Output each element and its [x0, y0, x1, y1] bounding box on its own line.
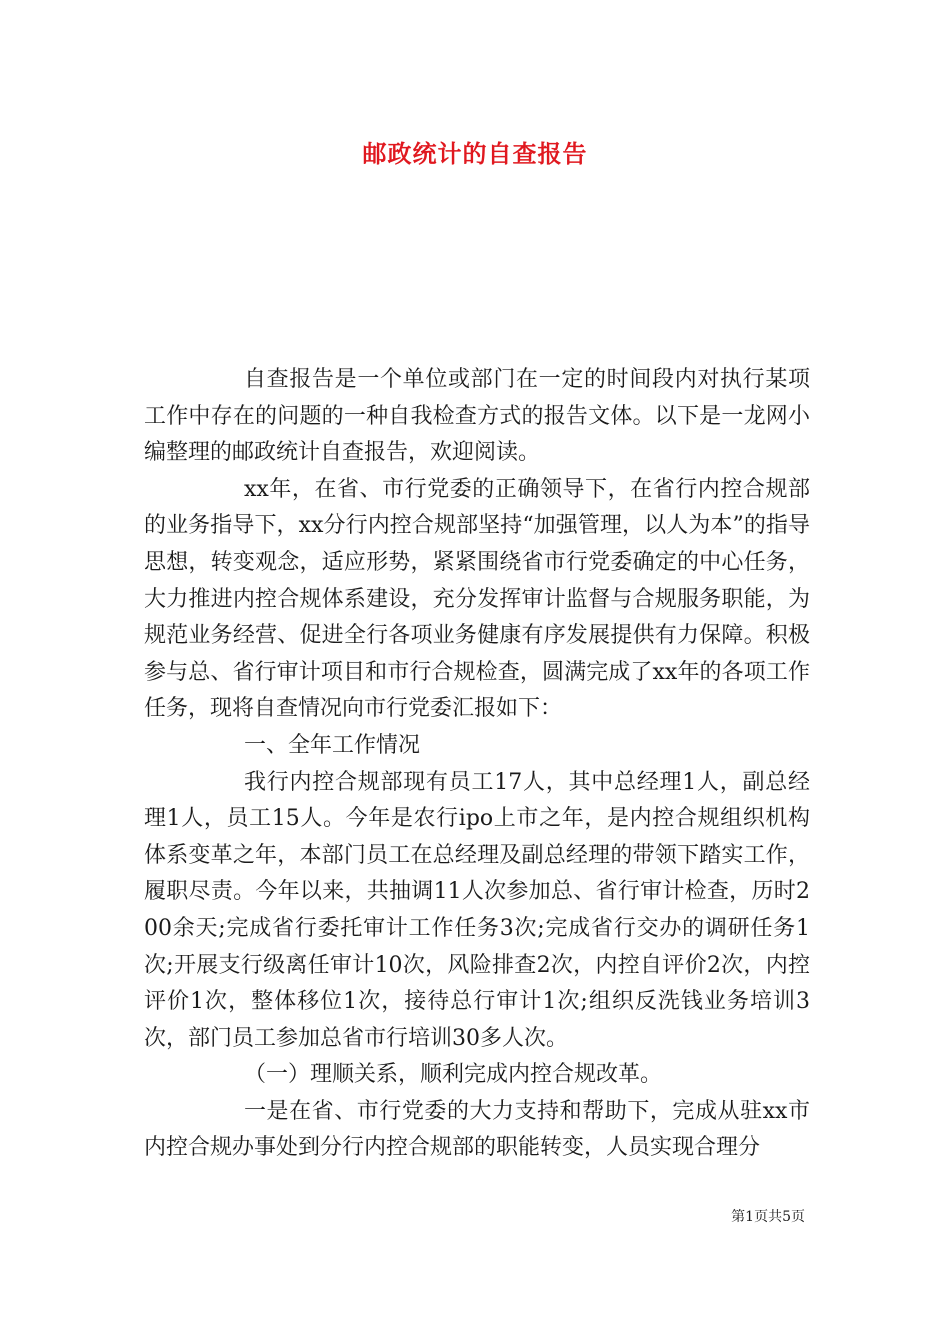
subsection-heading: （一）理顺关系，顺利完成内控合规改革。: [244, 1062, 663, 1088]
paragraph-summary: xx年，在省、市行党委的正确领导下，在省行内控合规部的业务指导下，xx分行内控合规部坚持“加强管理，以人为本”的指导思想，转变观念，适应形势，紧紧围绕省市行党委确定的中心任务，大力推进内控合规体系建设，充分发挥审计监督与合规服务职能，为规范业务经营、促进全行各项业务健康有序发展提供有力保障。积极参与总、省行审计项目和市行合规检查，圆满完成了xx年的各项工作任务，现将自查情况向市行党委汇报如下：: [144, 476, 810, 722]
paragraph-staff: 我行内控合规部现有员工17人，其中总经理1人，副总经理1人，员工15人。今年是农行ipo上市之年，是内控合规组织机构体系变革之年，本部门员工在总经理及副总经理的带领下踏实工作，履职尽责。今年以来，共抽调11人次参加总、省行审计检查，历时200余天;完成省行委托审计工作任务3次;完成省行交办的调研任务1次;开展支行级离任审计10次，风险排查2次，内控自评价2次，内控评价1次，整体移位1次，接待总行审计1次;组织反洗钱业务培训3次，部门员工参加总省市行培训30多人次。: [144, 769, 810, 1051]
page-number: 第1页共5页: [731, 1209, 805, 1225]
paragraph-reform: 一是在省、市行党委的大力支持和帮助下，完成从驻xx市内控合规办事处到分行内控合规部的职能转变，人员实现合理分: [144, 1098, 810, 1161]
document-title: 邮政统计的自查报告: [362, 139, 588, 168]
document-body: [144, 362, 810, 1167]
paragraph-intro: 自查报告是一个单位或部门在一定的时间段内对执行某项工作中存在的问题的一种自我检查方式的报告文体。以下是一龙网小编整理的邮政统计自查报告，欢迎阅读。: [144, 367, 810, 466]
section-heading: 一、全年工作情况: [244, 732, 421, 758]
